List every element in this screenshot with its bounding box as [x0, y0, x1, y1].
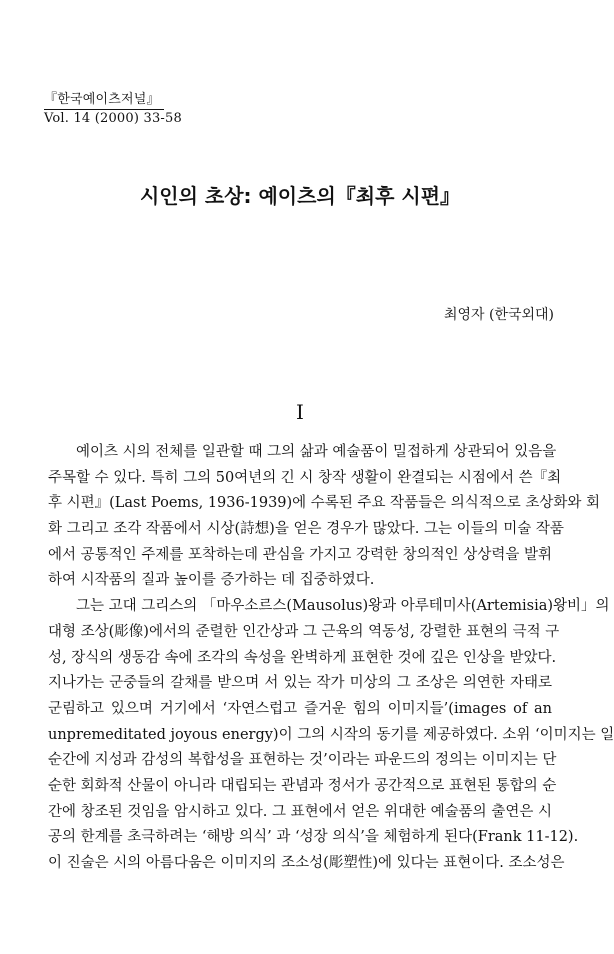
text-line: 하여 시작품의 질과 높이를 증가하는 데 집중하였다.: [48, 572, 375, 589]
paragraph-1: [48, 440, 600, 594]
journal-issue: Vol. 14 (2000) 33-58: [44, 111, 182, 126]
text-line: 후 시편』(Last Poems, 1936-1939)에 수록된 주요 작품들은 의식적으로 초상화와 회: [48, 495, 600, 512]
header-rule: [44, 109, 164, 110]
text-line: 화 그리고 조각 작품에서 시상(詩想)을 얻은 경우가 많았다. 그는 이들의 미술 작품: [48, 521, 564, 538]
text-line: 주목할 수 있다. 특히 그의 50여년의 긴 시 창작 생활이 완결되는 시점에서 쓴『최: [48, 469, 562, 486]
text-line: 예이츠 시의 전체를 일관할 때 그의 삶과 예술품이 밀접하게 상관되어 있음을: [76, 444, 557, 460]
journal-header: [44, 92, 182, 127]
text-line: 이 진술은 시의 아름다움은 이미지의 조소성(彫塑性)에 있다는 표현이다. 조소성은: [48, 855, 565, 871]
text-line: 그는 고대 그리스의 「마우소르스(Mausolus)왕과 아루테미사(Artemisia)왕비」의: [76, 598, 610, 615]
text-line: 대형 조상(彫像)에서의 준렬한 인간상과 그 근육의 역동성, 강렬한 표현의 극적 구: [48, 623, 560, 640]
paper-title: 시인의 초상: 예이츠의『최후 시편』: [139, 184, 461, 208]
text-line: 순한 회화적 산물이 아니라 대립되는 관념과 정서가 공간적으로 표현된 통합의 순: [48, 777, 557, 794]
journal-name: 『한국예이츠저널』: [44, 92, 160, 107]
text-line: 공의 한계를 초극하려는 ‘해방 의식’ 과 ‘성장 의식’을 체험하게 된다(Frank 11-12).: [48, 829, 579, 846]
section-heading: I: [296, 400, 304, 424]
text-line: 에서 공통적인 주제를 포착하는데 관심을 가지고 강력한 창의적인 상상력을 발휘: [48, 546, 552, 563]
text-line: unpremeditated joyous energy)이 그의 시작의 동기를 제공하였다. 소위 ‘이미지는 일: [48, 726, 614, 743]
text-line: 지나가는 군중들의 갈채를 받으며 서 있는 작가 미상의 그 조상은 의연한 자태로: [48, 675, 552, 692]
paragraph-2: [48, 594, 614, 877]
author-line: 최영자 (한국외대): [443, 307, 554, 323]
text-line: 간에 창조된 것임을 암시하고 있다. 그 표현에서 얻은 위대한 예술품의 출연은 시: [48, 803, 552, 820]
body-text: [48, 440, 614, 877]
text-line: 순간에 지성과 감성의 복합성을 표현하는 것’이라는 파운드의 정의는 이미지는 단: [48, 752, 557, 769]
text-line: 성, 장식의 생동감 속에 조각의 속성을 완벽하게 표현한 것에 깊은 인상을 받았다.: [48, 649, 557, 666]
text-line: 군림하고 있으며 거기에서 ‘자연스럽고 즐거운 힘의 이미지들’(images of an: [48, 700, 552, 717]
